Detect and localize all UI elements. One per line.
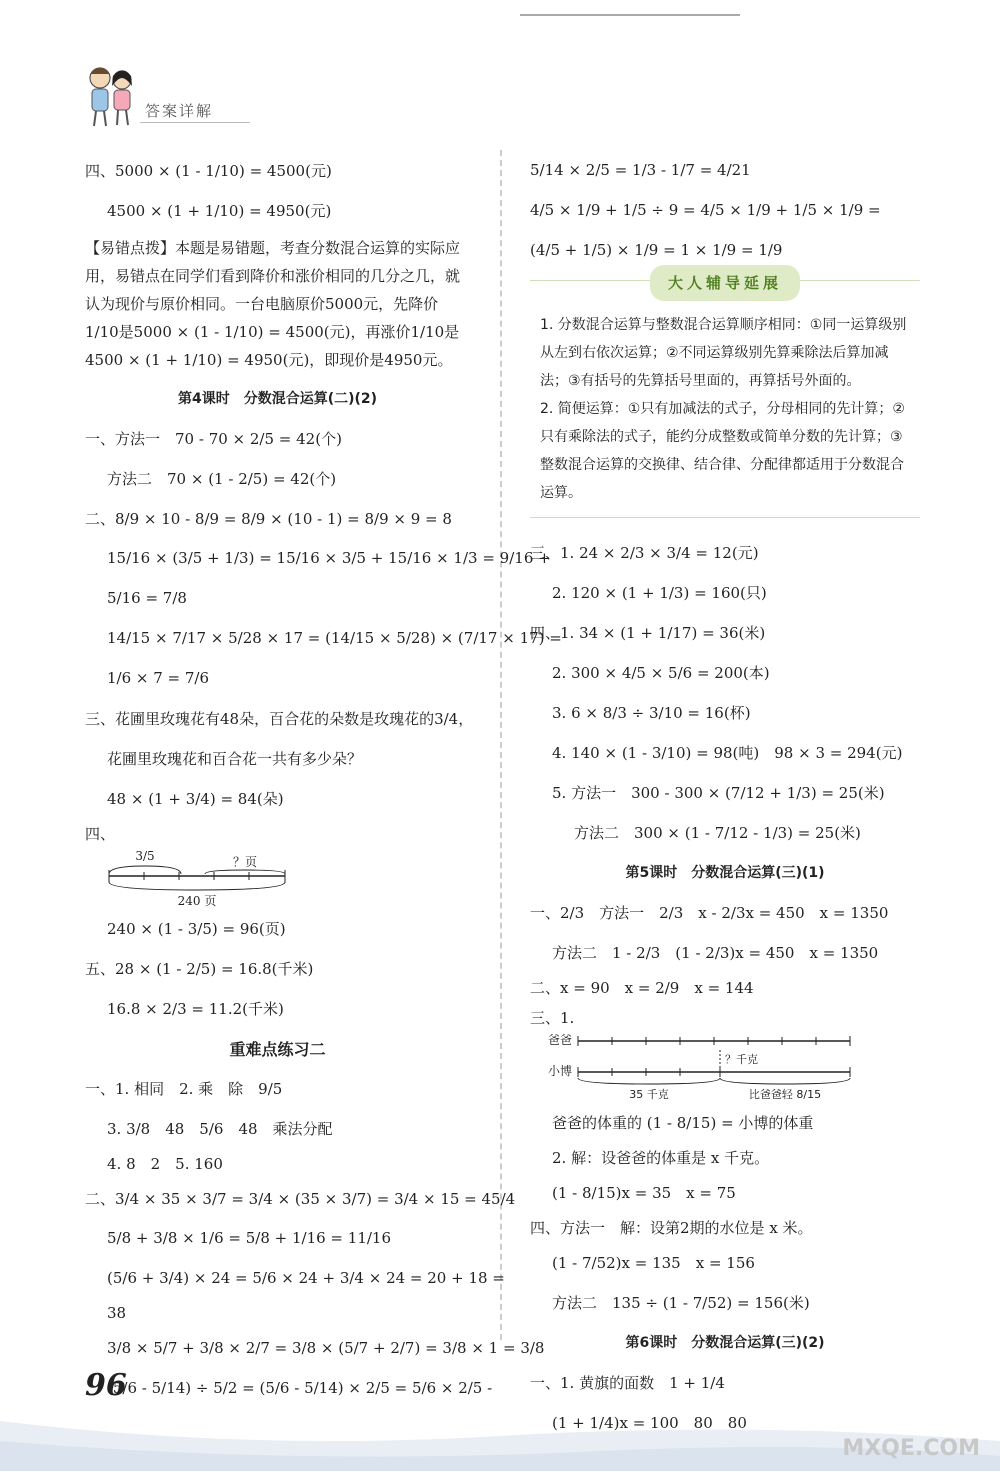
diagram-lighter-label: 比爸爸轻 8/15 xyxy=(748,1088,822,1101)
diagram-fraction-label: 3/5 xyxy=(135,849,155,863)
answer-line: (5/6 - 5/14) ÷ 5/2 = (5/6 - 5/14) × 2/5 = 5/6 × 2/5 - xyxy=(107,1379,493,1397)
diagram-dad-label: 爸爸 xyxy=(548,1033,573,1047)
answer-line: 一、方法一 70 - 70 × 2/5 = 42(个) xyxy=(85,429,342,448)
answer-line: 四、方法一 解：设第2期的水位是 x 米。 xyxy=(530,1218,813,1237)
answer-line: (1 - 7/52)x = 135 x = 156 xyxy=(552,1253,755,1272)
answer-line: 4/5 × 1/9 + 1/5 ÷ 9 = 4/5 × 1/9 + 1/5 × 1/9 = xyxy=(530,201,881,219)
answer-line: 爸爸的体重的 (1 - 8/15) = 小博的体重 xyxy=(552,1113,814,1132)
lesson-5-title: 第5课时 分数混合运算(三)(1) xyxy=(625,865,825,881)
answer-line: 5. 方法一 300 - 300 × (7/12 + 1/3) = 25(米) xyxy=(552,783,885,802)
answer-line: 4. 140 × (1 - 3/10) = 98(吨) 98 × 3 = 294(元) xyxy=(552,743,903,762)
answer-line: 16.8 × 2/3 = 11.2(千米) xyxy=(107,999,284,1018)
answer-line: 4. 8 2 5. 160 xyxy=(107,1154,223,1173)
answer-line: 一、1. 相同 2. 乘 除 9/5 xyxy=(85,1079,283,1098)
review-title: 重难点练习二 xyxy=(229,1039,326,1059)
answer-line: 2. 300 × 4/5 × 5/6 = 200(本) xyxy=(552,663,770,682)
diagram-35kg-label: 35 千克 xyxy=(629,1088,669,1101)
diagram-question-label: ？页 xyxy=(232,855,258,869)
weight-comparison-diagram xyxy=(530,1032,870,1102)
answer-line: 二、8/9 × 10 - 8/9 = 8/9 × (10 - 1) = 8/9 × 9 = 8 xyxy=(85,509,452,528)
error-tip-paragraph: 【易错点拨】本题是易错题，考查分数混合运算的实际应用，易错点在同学们看到降价和涨价相同的几分之几，就认为现价与原价相同。一台电脑原价5000元，先降价1/10是5000 × (1 - 1/10) = 4500(元)，再涨价1/10是4500 × (1 + 1/10) = 4950(元)，即现价是4950元。 xyxy=(85,239,461,369)
answer-line: 一、1. 黄旗的面数 1 + 1/4 xyxy=(530,1373,725,1392)
answer-line: 五、28 × (1 - 2/5) = 16.8(千米) xyxy=(85,959,314,978)
answer-line: 5/14 × 2/5 = 1/3 - 1/7 = 4/21 xyxy=(530,161,751,179)
answer-line: 3/8 × 5/7 + 3/8 × 2/7 = 3/8 × (5/7 + 2/7) = 3/8 × 1 = 3/8 xyxy=(107,1339,545,1357)
page-number: 96 xyxy=(85,1368,127,1403)
answer-line: 5/8 + 3/8 × 1/6 = 5/8 + 1/16 = 11/16 xyxy=(107,1229,391,1247)
answer-line: 240 × (1 - 3/5) = 96(页) xyxy=(107,919,286,938)
lesson-6-title: 第6课时 分数混合运算(三)(2) xyxy=(625,1335,825,1351)
parent-guidance-box xyxy=(530,274,920,518)
guidance-paragraph: 2. 简便运算：①只有加减法的式子，分母相同的先计算；②只有乘除法的式子，能约分成整数或简单分数的先计算；③整数混合运算的交换律、结合律、分配律都适用于分数混合运算。 xyxy=(540,401,905,501)
header-underline xyxy=(140,122,250,123)
site-watermark: MXQE.COM xyxy=(842,1436,980,1461)
diagram-kid-label: 小博 xyxy=(548,1064,573,1078)
answer-line: 三、1. xyxy=(530,1008,575,1027)
answer-line: 二、x = 90 x = 2/9 x = 144 xyxy=(530,978,754,997)
answer-line: 二、3/4 × 35 × 3/7 = 3/4 × (35 × 3/7) = 3/4 × 15 = 45/4 xyxy=(85,1189,516,1208)
answer-line: 三、花圃里玫瑰花有48朵，百合花的朵数是玫瑰花的3/4， xyxy=(85,709,474,728)
lesson-4-title: 第4课时 分数混合运算(二)(2) xyxy=(177,391,378,407)
answer-line: 三、1. 24 × 2/3 × 3/4 = 12(元) xyxy=(530,543,759,562)
answer-line: 3. 3/8 48 5/6 48 乘法分配 xyxy=(107,1119,333,1138)
answer-line: (1 - 8/15)x = 35 x = 75 xyxy=(552,1183,736,1202)
header-title: 答案详解 xyxy=(145,102,214,120)
answer-line: 花圃里玫瑰花和百合花一共有多少朵？ xyxy=(107,749,363,768)
answer-line: 方法二 1 - 2/3 (1 - 2/3)x = 450 x = 1350 xyxy=(552,943,879,962)
answer-line: 方法二 135 ÷ (1 - 7/52) = 156(米) xyxy=(552,1293,810,1312)
answer-line: 2. 解：设爸爸的体重是 x 千克。 xyxy=(552,1148,770,1167)
answer-line: 四、1. 34 × (1 + 1/17) = 36(米) xyxy=(530,623,766,642)
answer-line: 2. 120 × (1 + 1/3) = 160(只) xyxy=(552,583,767,602)
answer-line: 方法二 70 × (1 - 2/5) = 42(个) xyxy=(107,469,337,488)
answer-line: (1 + 1/4)x = 100 80 80 xyxy=(552,1413,747,1432)
right-column xyxy=(530,150,920,1482)
answer-line: 15/16 × (3/5 + 1/3) = 15/16 × 3/5 + 15/16 × 1/3 = 9/16 + xyxy=(107,549,551,567)
parent-guidance-title: 大人辅导延展 xyxy=(650,265,800,301)
answer-line: 一、2/3 方法一 2/3 x - 2/3x = 450 x = 1350 xyxy=(530,903,889,922)
answer-line: 38 xyxy=(107,1304,127,1322)
answer-line: 4500 × (1 + 1/10) = 4950(元) xyxy=(107,201,332,220)
answer-line: 3. 6 × 8/3 ÷ 3/10 = 16(杯) xyxy=(552,703,751,722)
answer-line: 5/16 = 7/8 xyxy=(107,589,187,607)
diagram-question-label: ？千克 xyxy=(725,1053,758,1066)
answer-line: (4/5 + 1/5) × 1/9 = 1 × 1/9 = 1/9 xyxy=(530,241,783,259)
pages-segment-diagram xyxy=(85,848,385,908)
answer-line: 48 × (1 + 3/4) = 84(朵) xyxy=(107,789,284,808)
answer-line: 方法二 300 × (1 - 7/12 - 1/3) = 25(米) xyxy=(574,823,861,842)
answer-line: (5/6 + 3/4) × 24 = 5/6 × 24 + 3/4 × 24 = 20 + 18 = xyxy=(107,1269,505,1287)
diagram-total-label: 240 页 xyxy=(177,894,217,908)
answer-line: 14/15 × 7/17 × 5/28 × 17 = (14/15 × 5/28) × (7/17 × 17) = xyxy=(107,629,562,647)
answer-line: 四、5000 × (1 - 1/10) = 4500(元) xyxy=(85,161,332,180)
guidance-paragraph: 1. 分数混合运算与整数混合运算顺序相同：①同一运算级别从左到右依次运算；②不同运算级别先算乘除法后算加减法；③有括号的先算括号里面的，再算括号外面的。 xyxy=(540,317,907,389)
answer-line: 1/6 × 7 = 7/6 xyxy=(107,669,210,687)
column-divider xyxy=(500,150,502,1340)
top-rule xyxy=(520,14,740,16)
kids-logo-icon xyxy=(80,60,140,130)
answer-line: 四、 xyxy=(85,824,116,843)
